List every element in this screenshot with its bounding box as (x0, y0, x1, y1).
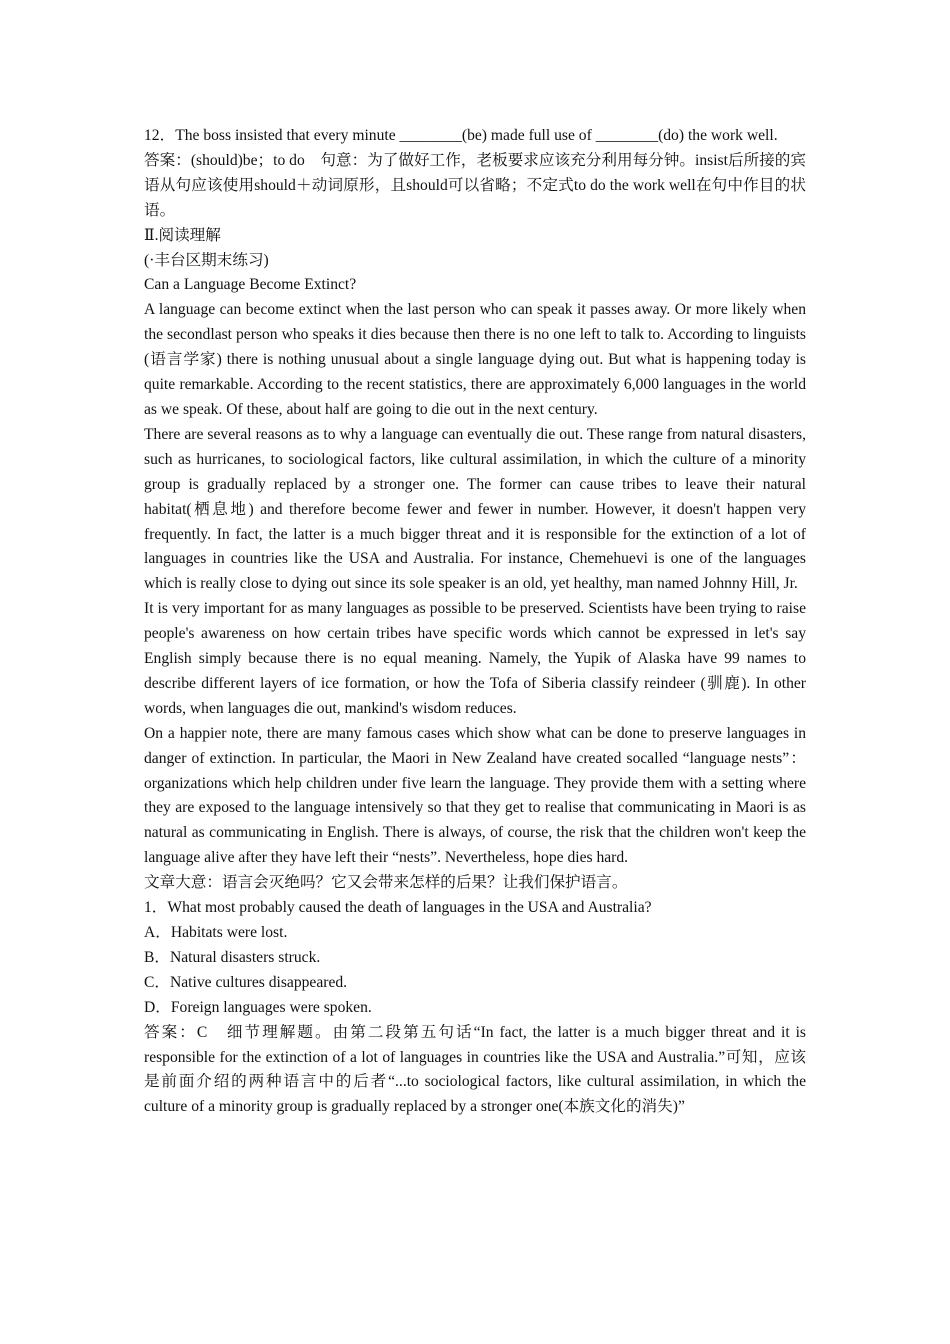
q12-answer: 答案：(should)be；to do 句意：为了做好工作，老板要求应该充分利用每分钟。insist后所接的宾语从句应该使用should＋动词原形，且should可以省略；不定式to do the work well在句中作目的状语。 (144, 151, 806, 219)
article-paragraph-4: On a happier note, there are many famous cases which show what can be done to preserve languages in danger of extinction. In particular, the Maori in New Zealand have created socalled “language nests”： organizations which help children under five learn the language. They provide them with a setting where they are exposed to the language intensively so that they get to realise that communicating in Maori is as natural as communicating in English. There is always, of course, the risk that the children won't keep the language alive after they have left their “nests”. Nevertheless, hope dies hard. (144, 724, 806, 867)
question-1-option-b: B．Natural disasters struck. (144, 948, 321, 966)
article-summary: 文章大意：语言会灭绝吗？它又会带来怎样的后果？让我们保护语言。 (144, 874, 628, 892)
article-paragraph-2: There are several reasons as to why a language can eventually die out. These range from natural disasters, such as hurricanes, to sociological factors, like cultural assimilation, in which the culture of a minority group is gradually replaced by a stronger one. The former can cause tribes to leave their natural habitat(栖息地) and therefore become fewer and fewer in number. However, it doesn't happen very frequently. In fact, the latter is a much bigger threat and it is responsible for the extinction of a lot of languages in countries like the USA and Australia. For instance, Chemehuevi is one of the languages which is really close to dying out since its sole speaker is an old, yet healthy, man named Johnny Hill, Jr. (144, 425, 806, 593)
question-1-stem: 1．What most probably caused the death of languages in the USA and Australia? (144, 899, 652, 917)
section-heading: Ⅱ.阅读理解 (144, 226, 221, 244)
question-1-option-c: C．Native cultures disappeared. (144, 973, 348, 991)
document-body (144, 124, 806, 1120)
article-paragraph-1: A language can become extinct when the last person who can speak it passes away. Or more likely when the secondlast person who speaks it dies because then there is no one left to talk to. According to linguists (语言学家) there is nothing unusual about a single language dying out. But what is happening today is quite remarkable. According to the recent statistics, there are approximately 6,000 languages in the world as we speak. Of these, about half are going to die out in the next century. (144, 301, 806, 418)
question-1-option-a: A．Habitats were lost. (144, 924, 288, 941)
question-1-answer: 答案：C 细节理解题。由第二段第五句话“In fact, the latter is a much bigger threat and it is responsible for the extinction of a lot of languages in countries like the USA and Australia.”可知，应该是前面介绍的两种语言中的后者“...to sociological factors, like cultural assimilation, in which the culture of a minority group is gradually replaced by a stronger one(本族文化的消失)” (144, 1023, 806, 1116)
section-source: (·丰台区期末练习) (144, 251, 269, 269)
article-title: Can a Language Become Extinct? (144, 276, 357, 294)
question-1-option-d: D．Foreign languages were spoken. (144, 998, 372, 1016)
article-paragraph-3: It is very important for as many languages as possible to be preserved. Scientists have been trying to raise people's awareness on how certain tribes have specific words which cannot be expressed in let's say English simply because there is no equal meaning. Namely, the Yupik of Alaska have 99 names to describe different layers of ice formation, or how the Tofa of Siberia classify reindeer (驯鹿). In other words, when languages die out, mankind's wisdom reduces. (144, 600, 806, 717)
q12-question: 12．The boss insisted that every minute ________(be) made full use of ________(do) the work well. (144, 127, 778, 144)
